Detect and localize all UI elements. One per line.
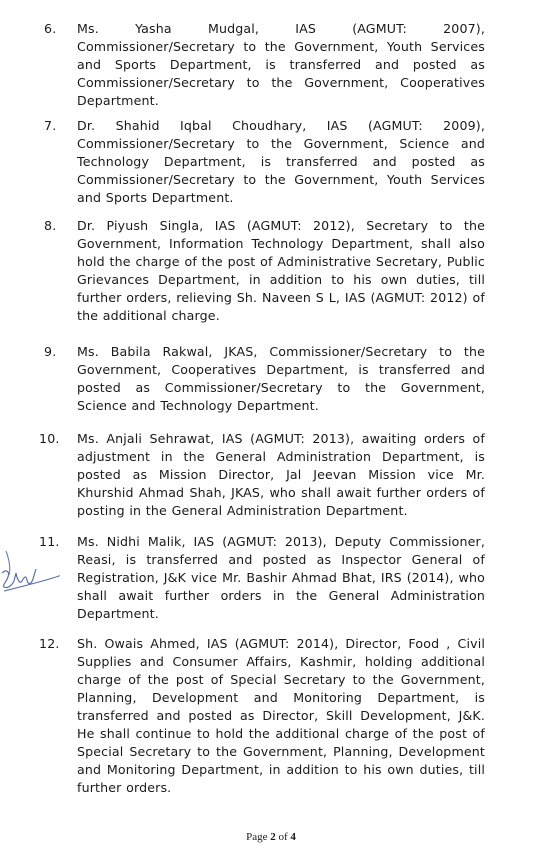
item-number: 6. [44, 21, 57, 36]
footer-of-label: of [275, 831, 291, 843]
item-number: 11. [39, 534, 60, 549]
item-text: Ms. Anjali Sehrawat, IAS (AGMUT: 2013), awaiting orders of adjustment in the General Administration Department, is posted as Mission Director, Jal Jeevan Mission vice Mr. Khurshid Ahmad Shah, JKAS, who shall await further orders of posting in the General Administration Department. [77, 431, 485, 518]
item-number: 8. [44, 218, 57, 233]
page-footer [0, 831, 542, 843]
item-text: Dr. Shahid Iqbal Choudhary, IAS (AGMUT: 2009), Commissioner/Secretary to the Government, Science and Technology Department, is transferred and posted as Commissioner/Secretary to the Government, Youth Services and Sports Department. [77, 118, 485, 205]
handwritten-signature [0, 545, 60, 593]
item-number: 10. [39, 431, 60, 446]
item-number: 12. [39, 636, 60, 651]
item-text: Ms. Nidhi Malik, IAS (AGMUT: 2013), Deputy Commissioner, Reasi, is transferred and posted as Inspector General of Registration, J&K vice Mr. Bashir Ahmad Bhat, IRS (2014), who shall await further orders in the General Administration Department. [77, 534, 485, 621]
footer-page-label: Page [246, 831, 271, 843]
item-number: 7. [44, 118, 57, 133]
item-text: Sh. Owais Ahmed, IAS (AGMUT: 2014), Director, Food , Civil Supplies and Consumer Affairs, Kashmir, holding additional charge of the post of Special Secretary to the Government, Planning, Development and Monitoring Department, is transferred and posted as Director, Skill Development, J&K. He shall continue to hold the additional charge of the post of Special Secretary to the Government, Planning, Development and Monitoring Department, in addition to his own duties, till further orders. [77, 636, 485, 795]
item-number: 9. [44, 344, 57, 359]
footer-current-page: 2 [270, 831, 276, 843]
item-text: Ms. Babila Rakwal, JKAS, Commissioner/Secretary to the Government, Cooperatives Department, is transferred and posted as Commissioner/Secretary to the Government, Science and Technology Department. [77, 344, 485, 413]
footer-total-pages: 4 [290, 831, 296, 843]
item-text: Ms. Yasha Mudgal, IAS (AGMUT: 2007), Commissioner/Secretary to the Government, Youth Services and Sports Department, is transferred and posted as Commissioner/Secretary to the Government, Cooperatives Department. [77, 21, 485, 108]
item-text: Dr. Piyush Singla, IAS (AGMUT: 2012), Secretary to the Government, Information Technology Department, shall also hold the charge of the post of Administrative Secretary, Public Grievances Department, in addition to his own duties, till further orders, relieving Sh. Naveen S L, IAS (AGMUT: 2012) of the additional charge. [77, 218, 485, 323]
